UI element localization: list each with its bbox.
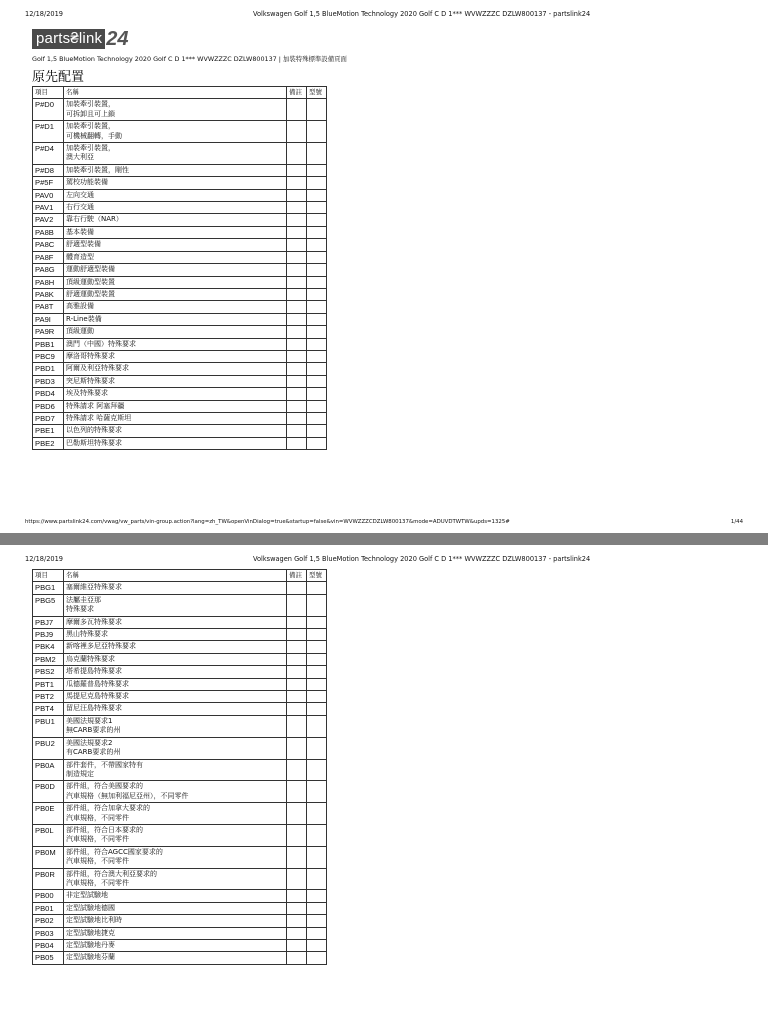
option-model <box>307 412 327 424</box>
option-code: PB0D <box>33 781 64 803</box>
option-code: PB02 <box>33 915 64 927</box>
option-code: PA8F <box>33 251 64 263</box>
option-code: PA8T <box>33 301 64 313</box>
col-header-item: 項目 <box>33 87 64 99</box>
table-row <box>33 288 327 300</box>
option-code: PBT1 <box>33 678 64 690</box>
table-row <box>33 653 327 665</box>
option-code: PA8B <box>33 226 64 238</box>
option-code: PBG5 <box>33 594 64 616</box>
option-code: PA9R <box>33 326 64 338</box>
table-row <box>33 177 327 189</box>
option-name: 特殊請求 哈薩克斯坦 <box>64 412 287 424</box>
option-model <box>307 868 327 890</box>
option-model <box>307 653 327 665</box>
option-model <box>307 715 327 737</box>
option-name: 非定型試驗地 <box>64 890 287 902</box>
option-name: 定型試驗地德國 <box>64 902 287 914</box>
option-note <box>287 902 307 914</box>
option-code: PB04 <box>33 940 64 952</box>
option-note <box>287 143 307 165</box>
option-note <box>287 940 307 952</box>
option-model <box>307 313 327 325</box>
option-model <box>307 226 327 238</box>
option-name: 舒適運動型裝置 <box>64 288 287 300</box>
option-code: PAV0 <box>33 189 64 201</box>
table-row <box>33 143 327 165</box>
logo-text: parts₴link <box>32 29 105 49</box>
table-row <box>33 363 327 375</box>
option-model <box>307 437 327 449</box>
option-model <box>307 824 327 846</box>
table-row <box>33 338 327 350</box>
option-name: 部件組，符合日本要求的 汽車規格，不同零件 <box>64 824 287 846</box>
option-model <box>307 214 327 226</box>
print-title: Volkswagen Golf 1,5 BlueMotion Technology 2020 Golf C D 1*** WVWZZZC DZLW800137 - partslink24 <box>253 555 591 563</box>
option-note <box>287 927 307 939</box>
table-row <box>33 940 327 952</box>
option-name: 部件組，符合AGCC國家要求的 汽車規格，不同零件 <box>64 846 287 868</box>
option-code: PB00 <box>33 890 64 902</box>
option-code: PBK4 <box>33 641 64 653</box>
option-code: PB0E <box>33 803 64 825</box>
option-model <box>307 616 327 628</box>
print-title: Volkswagen Golf 1,5 BlueMotion Technology 2020 Golf C D 1*** WVWZZZC DZLW800137 - partslink24 <box>253 10 591 18</box>
option-note <box>287 264 307 276</box>
vehicle-subtitle: Golf 1,5 BlueMotion Technology 2020 Golf C D 1*** WVWZZZC DZLW800137 | 加裝特殊標準設備頁面 <box>32 55 347 63</box>
print-date: 12/18/2019 <box>25 555 64 563</box>
table-row <box>33 915 327 927</box>
option-note <box>287 375 307 387</box>
table-row <box>33 868 327 890</box>
option-model <box>307 641 327 653</box>
option-code: PB03 <box>33 927 64 939</box>
table-row <box>33 927 327 939</box>
option-code: PBU1 <box>33 715 64 737</box>
table-row <box>33 264 327 276</box>
option-model <box>307 759 327 781</box>
option-model <box>307 388 327 400</box>
table-row <box>33 301 327 313</box>
col-header-note: 備註 <box>287 87 307 99</box>
option-name: 留尼汪島特殊要求 <box>64 703 287 715</box>
table-row <box>33 313 327 325</box>
table-row <box>33 388 327 400</box>
option-name: 以色列的特殊要求 <box>64 425 287 437</box>
option-code: PBU2 <box>33 737 64 759</box>
option-name: 塔希提島特殊要求 <box>64 666 287 678</box>
option-name: 黑山特殊要求 <box>64 629 287 641</box>
option-code: PBJ9 <box>33 629 64 641</box>
option-note <box>287 301 307 313</box>
option-model <box>307 952 327 964</box>
option-name: 部件組，符合澳大利亞要求的 汽車規格，不同零件 <box>64 868 287 890</box>
footer-url: https://www.partslink24.com/vwag/vw_parts/vin-group.action?lang=zh_TW&openVinDialog=true&startup=false&vin=WVWZZZCDZLW800137&mode=ADUVDTWTW&upds=1325# <box>25 519 510 525</box>
equipment-table <box>32 86 327 450</box>
option-code: PBJ7 <box>33 616 64 628</box>
table-row <box>33 99 327 121</box>
page-number: 1/44 <box>730 519 743 525</box>
option-note <box>287 276 307 288</box>
table-row <box>33 594 327 616</box>
equipment-table-body <box>33 582 327 964</box>
option-code: PB0R <box>33 868 64 890</box>
option-note <box>287 338 307 350</box>
option-model <box>307 691 327 703</box>
table-row <box>33 715 327 737</box>
option-note <box>287 641 307 653</box>
option-model <box>307 400 327 412</box>
option-code: P#D0 <box>33 99 64 121</box>
option-model <box>307 666 327 678</box>
option-name: 體育造型 <box>64 251 287 263</box>
option-code: PA8H <box>33 276 64 288</box>
option-name: 加裝牽引裝置，剛性 <box>64 164 287 176</box>
table-row <box>33 902 327 914</box>
option-code: PB0A <box>33 759 64 781</box>
option-name: 特殊請求 阿塞拜疆 <box>64 400 287 412</box>
option-code: PBE2 <box>33 437 64 449</box>
table-row <box>33 641 327 653</box>
option-model <box>307 189 327 201</box>
option-code: PA8C <box>33 239 64 251</box>
option-code: PBD3 <box>33 375 64 387</box>
option-note <box>287 288 307 300</box>
option-note <box>287 388 307 400</box>
option-note <box>287 239 307 251</box>
option-name: 定型試驗地比利時 <box>64 915 287 927</box>
option-name: 頂級運動 <box>64 326 287 338</box>
option-code: P#5F <box>33 177 64 189</box>
option-note <box>287 703 307 715</box>
table-row <box>33 214 327 226</box>
option-code: PBG1 <box>33 582 64 594</box>
option-code: PBD7 <box>33 412 64 424</box>
option-name: 靠右行駛（NAR） <box>64 214 287 226</box>
table-row <box>33 251 327 263</box>
option-model <box>307 582 327 594</box>
equipment-table-body <box>33 99 327 450</box>
option-model <box>307 678 327 690</box>
option-note <box>287 412 307 424</box>
option-model <box>307 99 327 121</box>
table-header-row <box>33 570 327 582</box>
option-note <box>287 189 307 201</box>
table-row <box>33 616 327 628</box>
option-code: PAV2 <box>33 214 64 226</box>
option-name: 頂級運動型裝置 <box>64 276 287 288</box>
option-model <box>307 350 327 362</box>
option-code: PA9I <box>33 313 64 325</box>
option-model <box>307 326 327 338</box>
option-note <box>287 678 307 690</box>
option-model <box>307 121 327 143</box>
option-note <box>287 803 307 825</box>
option-code: PB0L <box>33 824 64 846</box>
table-row <box>33 437 327 449</box>
option-code: P#D8 <box>33 164 64 176</box>
table-row <box>33 326 327 338</box>
option-note <box>287 121 307 143</box>
option-model <box>307 239 327 251</box>
pdf-page-2 <box>0 545 768 1024</box>
option-model <box>307 425 327 437</box>
table-row <box>33 239 327 251</box>
option-note <box>287 226 307 238</box>
option-note <box>287 737 307 759</box>
option-note <box>287 616 307 628</box>
option-name: 運動舒適型裝備 <box>64 264 287 276</box>
option-model <box>307 846 327 868</box>
option-code: P#D4 <box>33 143 64 165</box>
logo-number: 24 <box>106 28 129 50</box>
option-model <box>307 363 327 375</box>
option-note <box>287 326 307 338</box>
option-name: 巴勒斯坦特殊要求 <box>64 437 287 449</box>
option-code: PBD4 <box>33 388 64 400</box>
option-name: 塞爾維亞特殊要求 <box>64 582 287 594</box>
table-row <box>33 121 327 143</box>
equipment-table-continued <box>32 569 327 965</box>
option-model <box>307 940 327 952</box>
option-name: 新喀裡多尼亞特殊要求 <box>64 641 287 653</box>
table-row <box>33 781 327 803</box>
option-model <box>307 177 327 189</box>
option-model <box>307 375 327 387</box>
table-row <box>33 759 327 781</box>
option-name: 摩洛哥特殊要求 <box>64 350 287 362</box>
table-row <box>33 276 327 288</box>
table-row <box>33 202 327 214</box>
option-model <box>307 301 327 313</box>
option-name: 舒適型裝備 <box>64 239 287 251</box>
table-row <box>33 164 327 176</box>
option-model <box>307 251 327 263</box>
option-name: 左向交通 <box>64 189 287 201</box>
option-model <box>307 288 327 300</box>
option-model <box>307 164 327 176</box>
option-name: 美國法規要求2 有CARB要求的州 <box>64 737 287 759</box>
option-code: PBE1 <box>33 425 64 437</box>
option-note <box>287 715 307 737</box>
page-heading: 原先配置 <box>32 70 85 85</box>
option-code: PAV1 <box>33 202 64 214</box>
option-code: PBD1 <box>33 363 64 375</box>
option-name: R-Line裝備 <box>64 313 287 325</box>
table-row <box>33 412 327 424</box>
table-row <box>33 678 327 690</box>
col-header-model: 型號 <box>307 570 327 582</box>
option-note <box>287 915 307 927</box>
option-model <box>307 803 327 825</box>
option-code: PA8G <box>33 264 64 276</box>
option-model <box>307 927 327 939</box>
option-name: 摩爾多瓦特殊要求 <box>64 616 287 628</box>
option-note <box>287 350 307 362</box>
option-model <box>307 594 327 616</box>
option-model <box>307 629 327 641</box>
col-header-item: 項目 <box>33 570 64 582</box>
option-note <box>287 177 307 189</box>
option-code: PB0M <box>33 846 64 868</box>
option-note <box>287 164 307 176</box>
table-row <box>33 890 327 902</box>
table-row <box>33 400 327 412</box>
option-name: 阿爾及利亞特殊要求 <box>64 363 287 375</box>
option-model <box>307 890 327 902</box>
table-row <box>33 824 327 846</box>
option-name: 加裝牽引裝置， 澳大利亞 <box>64 143 287 165</box>
option-code: PBB1 <box>33 338 64 350</box>
option-note <box>287 759 307 781</box>
option-note <box>287 629 307 641</box>
table-row <box>33 189 327 201</box>
option-note <box>287 868 307 890</box>
option-note <box>287 214 307 226</box>
option-note <box>287 890 307 902</box>
option-note <box>287 653 307 665</box>
option-name: 高雅設備 <box>64 301 287 313</box>
option-note <box>287 251 307 263</box>
partslink24-logo <box>32 29 128 49</box>
table-row <box>33 629 327 641</box>
option-name: 馬提尼克島特殊要求 <box>64 691 287 703</box>
option-note <box>287 363 307 375</box>
option-code: PB01 <box>33 902 64 914</box>
option-name: 法屬圭亞那 特殊要求 <box>64 594 287 616</box>
table-header-row <box>33 87 327 99</box>
print-date: 12/18/2019 <box>25 10 64 18</box>
option-model <box>307 703 327 715</box>
option-name: 澳門（中國）特殊要求 <box>64 338 287 350</box>
col-header-model: 型號 <box>307 87 327 99</box>
option-code: P#D1 <box>33 121 64 143</box>
option-note <box>287 691 307 703</box>
option-note <box>287 824 307 846</box>
option-code: PBD6 <box>33 400 64 412</box>
option-model <box>307 264 327 276</box>
option-code: PBT2 <box>33 691 64 703</box>
option-model <box>307 781 327 803</box>
table-row <box>33 737 327 759</box>
option-name: 美國法規要求1 無CARB要求的州 <box>64 715 287 737</box>
option-code: PA8K <box>33 288 64 300</box>
table-row <box>33 703 327 715</box>
option-name: 埃及特殊要求 <box>64 388 287 400</box>
option-name: 駕校功能裝備 <box>64 177 287 189</box>
table-row <box>33 666 327 678</box>
option-model <box>307 338 327 350</box>
option-note <box>287 202 307 214</box>
option-name: 基本裝備 <box>64 226 287 238</box>
option-name: 定型試驗地丹麥 <box>64 940 287 952</box>
option-note <box>287 425 307 437</box>
table-row <box>33 691 327 703</box>
col-header-name: 名稱 <box>64 87 287 99</box>
option-code: PBM2 <box>33 653 64 665</box>
option-code: PB05 <box>33 952 64 964</box>
option-model <box>307 202 327 214</box>
table-row <box>33 803 327 825</box>
option-name: 加裝牽引裝置， 可拆卸且可上鎖 <box>64 99 287 121</box>
table-row <box>33 952 327 964</box>
option-name: 定型試驗地芬蘭 <box>64 952 287 964</box>
option-name: 烏克蘭特殊要求 <box>64 653 287 665</box>
option-note <box>287 313 307 325</box>
option-note <box>287 666 307 678</box>
option-note <box>287 400 307 412</box>
table-row <box>33 226 327 238</box>
col-header-name: 名稱 <box>64 570 287 582</box>
table-row <box>33 582 327 594</box>
option-name: 加裝牽引裝置， 可機械翻轉，手動 <box>64 121 287 143</box>
option-code: PBT4 <box>33 703 64 715</box>
option-note <box>287 594 307 616</box>
option-model <box>307 737 327 759</box>
option-name: 部件組，符合美國要求的 汽車規格（無加利福尼亞州），不同零件 <box>64 781 287 803</box>
option-name: 瓜德羅普島特殊要求 <box>64 678 287 690</box>
option-code: PBC9 <box>33 350 64 362</box>
table-row <box>33 375 327 387</box>
option-note <box>287 846 307 868</box>
option-name: 右行交通 <box>64 202 287 214</box>
option-note <box>287 781 307 803</box>
option-note <box>287 952 307 964</box>
option-name: 部件組，符合加拿大要求的 汽車規格，不同零件 <box>64 803 287 825</box>
option-note <box>287 437 307 449</box>
option-model <box>307 902 327 914</box>
option-model <box>307 915 327 927</box>
option-name: 突尼斯特殊要求 <box>64 375 287 387</box>
option-name: 部件套件，不帶國家特有 制造規定 <box>64 759 287 781</box>
col-header-note: 備註 <box>287 570 307 582</box>
option-model <box>307 143 327 165</box>
option-name: 定型試驗地捷克 <box>64 927 287 939</box>
option-note <box>287 99 307 121</box>
option-code: PBS2 <box>33 666 64 678</box>
option-note <box>287 582 307 594</box>
table-row <box>33 846 327 868</box>
table-row <box>33 425 327 437</box>
option-model <box>307 276 327 288</box>
table-row <box>33 350 327 362</box>
